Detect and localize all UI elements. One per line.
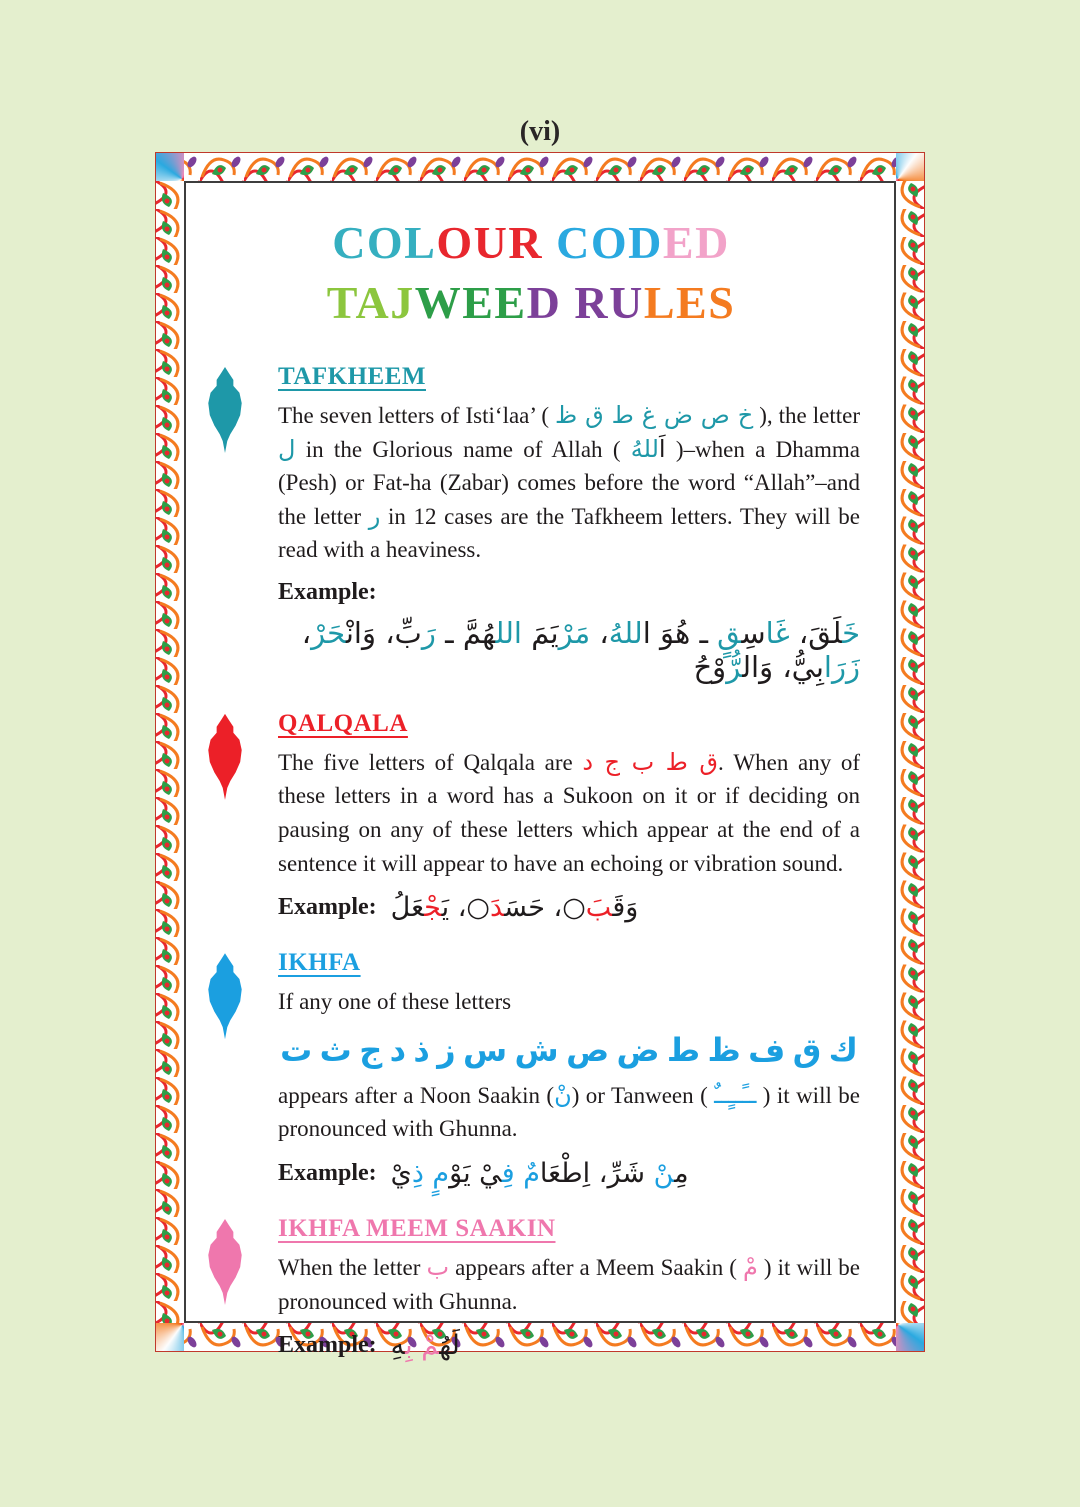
rule-sections bbox=[198, 363, 864, 1361]
section-tafkheem bbox=[198, 363, 864, 684]
arabic-example: مِنْ شَرِّ، اِطْعَامٌ فِيْ يَوْمٍ ذِيْ bbox=[390, 1157, 689, 1189]
section-heading: TAFKHEEM bbox=[278, 363, 426, 390]
section-ikhfa-meem-saakin bbox=[198, 1215, 864, 1361]
example-label: Example: bbox=[278, 578, 377, 605]
content-area bbox=[184, 181, 896, 1362]
section-heading: IKHFA MEEM SAAKIN bbox=[278, 1214, 556, 1242]
example-label: Example: bbox=[278, 1332, 377, 1359]
section-ikhfa bbox=[198, 949, 864, 1189]
border-corner-fan bbox=[896, 1323, 924, 1351]
dome-ornament-icon bbox=[206, 953, 244, 1039]
ikhfa-letters-row: ت ث ج د ذ ز س ش ص ض ط ظ ف ق ك bbox=[280, 1030, 858, 1069]
example-label: Example: bbox=[278, 1159, 377, 1186]
arabic-example: لَهُمْ بِهِ bbox=[390, 1330, 460, 1362]
page-title bbox=[198, 213, 864, 333]
border-ornament-left bbox=[156, 181, 184, 1323]
example-row bbox=[278, 1158, 860, 1189]
border-corner-fan bbox=[156, 153, 184, 181]
arabic-example: خَلَقَ، غَاسِقٍ ـ هُوَ اللهُ، مَرْيَمَ اللهُمَّ ـ رَبِّ، وَانْحَرْ، زَرَابِيُّ، وَالرُّوْحُ bbox=[301, 615, 860, 684]
section-body: The five letters of Qalqala are ق ط ب ج د. When any of these letters in a word has a Sukoon on it or if deciding on pausing on any of these letters which appear at the end of a sentence it will appear to have an echoing or vibration sound. bbox=[278, 747, 860, 876]
section-body: The seven letters of Isti‘laa’ ( خ ص ض غ ط ق ظ ), the letter ل in the Glorious name of Allah ( اَللهُ )–when a Dhamma (Pesh) or Fat-ha (Zabar) comes before the word “Allah”–and the letter ر in 12 cases are the Tafkheem letters. They will be read with a heaviness. bbox=[278, 401, 860, 563]
example-row bbox=[278, 1330, 860, 1361]
dome-ornament-icon bbox=[206, 367, 244, 453]
section-body: appears after a Noon Saakin (نْ) or Tanween ( ــًــٍــٌ ) it will be pronounced with Ghunna. bbox=[278, 1080, 860, 1142]
section-qalqala bbox=[198, 710, 864, 923]
dome-ornament-icon bbox=[206, 1219, 244, 1305]
section-heading: QALQALA bbox=[278, 709, 408, 737]
title-line-2: TAJWEED RULES bbox=[326, 277, 736, 328]
title-line-1: COLOUR CODED bbox=[332, 217, 730, 268]
border-ornament-right bbox=[896, 181, 924, 1323]
example-row bbox=[278, 892, 860, 923]
section-heading: IKHFA bbox=[278, 949, 361, 977]
border-ornament-top bbox=[156, 153, 924, 181]
ornamental-frame bbox=[155, 152, 925, 1362]
dome-ornament-icon bbox=[206, 714, 244, 800]
section-body: If any one of these letters bbox=[278, 989, 512, 1015]
arabic-example: وَقَبَ○، حَسَدَ○، يَجْعَلُ bbox=[390, 892, 639, 924]
section-body: When the letter ب appears after a Meem Saakin ( مْ ) it will be pronounced with Ghunna. bbox=[278, 1252, 861, 1314]
border-corner-fan bbox=[896, 153, 924, 181]
page-number: (vi) bbox=[519, 116, 561, 147]
border-corner-fan bbox=[156, 1323, 184, 1351]
example-row bbox=[278, 579, 860, 684]
example-label: Example: bbox=[278, 894, 377, 921]
